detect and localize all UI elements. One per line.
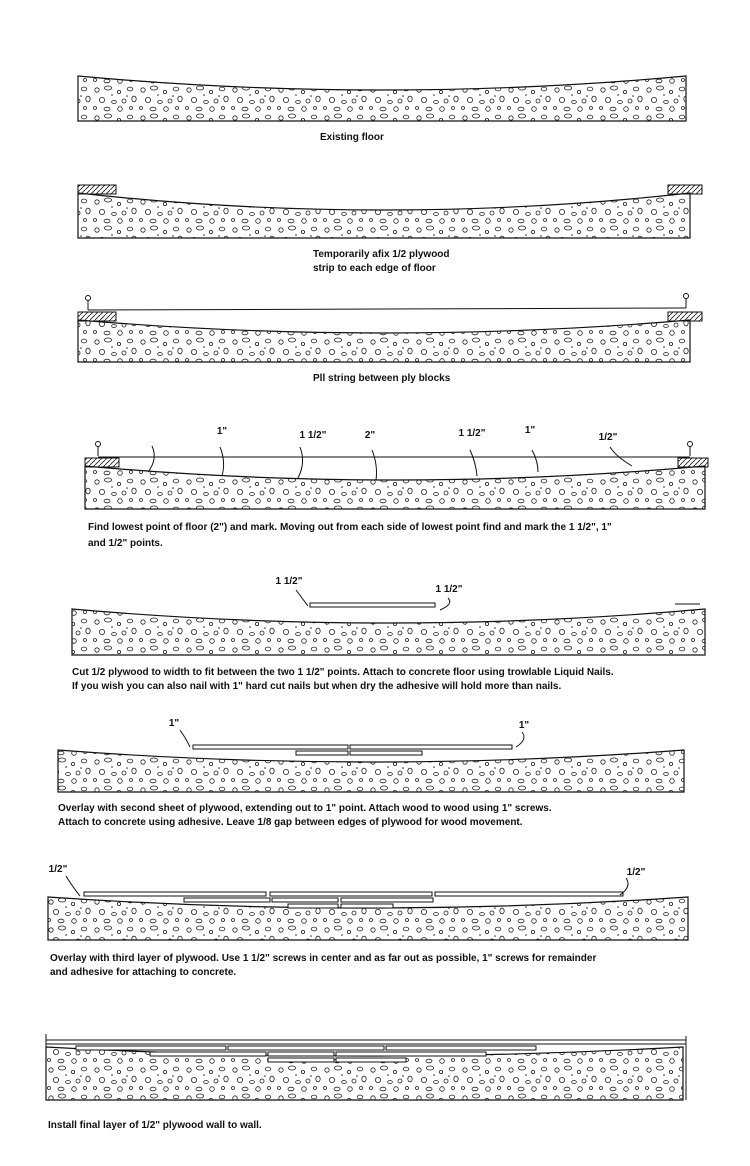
step-caption-line: Find lowest point of floor (2") and mark. Moving out from each side of lowest point find and mark the 1 1/2", 1"	[88, 522, 612, 533]
concrete-slab	[48, 897, 688, 940]
step-caption-line: Pll string between ply blocks	[313, 373, 451, 384]
string-line	[88, 308, 686, 310]
step-caption-line: Install final layer of 1/2" plywood wall to wall.	[48, 1120, 262, 1131]
plywood-sheet	[272, 898, 338, 902]
concrete-slab	[78, 193, 690, 238]
plywood-sheet	[84, 892, 266, 896]
step-caption-line: Cut 1/2 plywood to width to fit between the two 1 1/2" points. Attach to concrete floor using trowlable Liquid Nails.	[72, 667, 614, 678]
plywood-block	[668, 312, 702, 321]
leader-line	[440, 598, 450, 610]
leader-line	[470, 450, 477, 476]
plywood-sheet	[184, 898, 270, 902]
plywood-sheet	[341, 898, 433, 902]
leader-line	[220, 447, 224, 476]
plywood-sheet	[296, 751, 348, 755]
step-caption-line: Overlay with second sheet of plywood, extending out to 1" point. Attach wood to wood using 1" screws.	[58, 803, 552, 814]
concrete-slab	[85, 466, 705, 509]
concrete-slab	[78, 76, 686, 121]
measurement-label: 1 1/2"	[275, 576, 303, 587]
leader-line	[148, 446, 154, 472]
string-pin	[96, 442, 101, 457]
step-caption-line: If you wish you can also nail with 1" hard cut nails but when dry the adhesive will hold more than nails.	[72, 681, 562, 692]
leader-line	[296, 590, 308, 606]
measurement-label: 1/2"	[598, 432, 618, 443]
plywood-block	[668, 185, 702, 194]
leader-line	[516, 732, 524, 747]
plywood-sheet	[288, 904, 338, 908]
leader-line	[298, 447, 303, 478]
measurement-label: 1"	[216, 426, 228, 437]
plywood-sheet	[386, 1046, 536, 1050]
string-pin	[86, 296, 91, 311]
plywood-sheet	[336, 1052, 486, 1056]
step-caption-line: Attach to concrete using adhesive. Leave 1/8 gap between edges of plywood for wood movement.	[58, 817, 523, 828]
measurement-label: 1 1/2"	[299, 430, 327, 441]
plywood-block	[85, 458, 119, 467]
step-caption-line: Overlay with third layer of plywood. Use 1 1/2" screws in center and as far out as possible, 1" screws for remainder	[50, 953, 597, 964]
plywood-sheet	[268, 1058, 334, 1062]
measurement-label: 2"	[364, 430, 376, 441]
plywood-sheet	[193, 745, 348, 749]
string-pin	[688, 442, 693, 457]
step-caption-line: Existing floor	[320, 132, 384, 143]
plywood-sheet	[341, 904, 393, 908]
plywood-sheet	[150, 1052, 266, 1056]
leader-line	[532, 450, 538, 472]
plywood-sheet	[435, 892, 623, 896]
concrete-slab	[58, 750, 684, 792]
concrete-slab	[72, 609, 705, 655]
plywood-sheet	[270, 892, 432, 896]
plywood-block	[78, 312, 116, 321]
plywood-block	[678, 458, 708, 467]
measurement-label: 1"	[168, 718, 180, 729]
step-caption-line: and 1/2" points.	[88, 538, 163, 549]
plywood-sheet	[350, 751, 422, 755]
plywood-sheet	[268, 1052, 334, 1056]
string-pin	[684, 294, 689, 309]
plywood-sheet	[350, 745, 512, 749]
leader-line	[66, 876, 80, 896]
leader-line	[372, 450, 377, 480]
measurement-label: 1 1/2"	[458, 428, 486, 439]
step-caption-line: and adhesive for attaching to concrete.	[50, 967, 237, 978]
plywood-sheet	[310, 603, 435, 607]
plywood-sheet	[228, 1046, 384, 1050]
plywood-block	[78, 185, 116, 194]
plywood-sheet	[46, 1040, 686, 1044]
measurement-label: 1"	[518, 720, 530, 731]
plywood-sheet	[336, 1058, 406, 1062]
measurement-label: 1/2"	[626, 867, 646, 878]
measurement-label: 1 1/2"	[435, 584, 463, 595]
step-caption-line: strip to each edge of floor	[313, 263, 436, 274]
leader-line	[180, 730, 190, 747]
measurement-label: 1"	[524, 425, 536, 436]
concrete-slab	[78, 320, 690, 362]
step-caption-line: Temporarily afix 1/2 plywood	[313, 249, 450, 260]
measurement-label: 1/2"	[48, 864, 68, 875]
plywood-sheet	[76, 1046, 226, 1050]
